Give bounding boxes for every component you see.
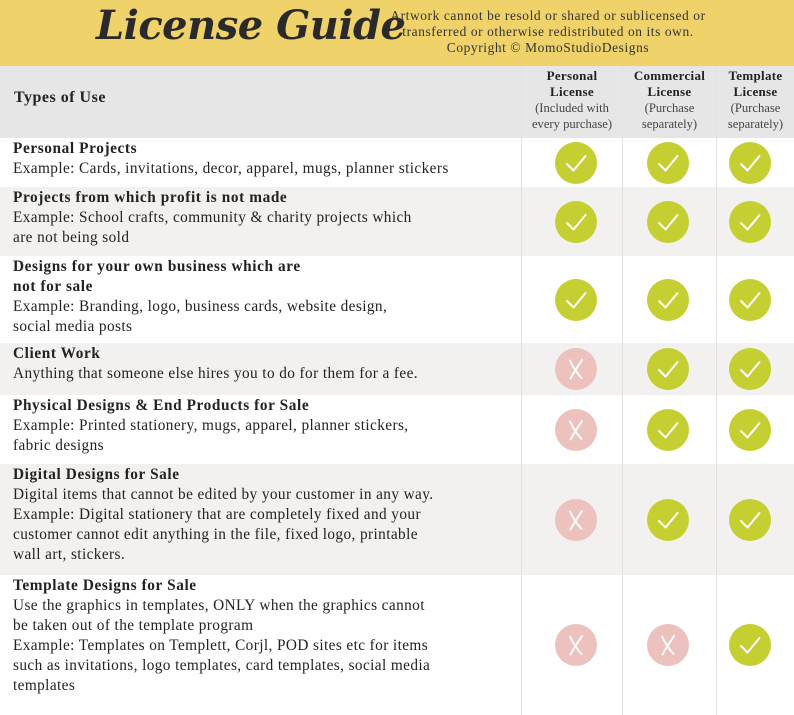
check-icon (647, 201, 689, 243)
column-title: License (647, 84, 692, 99)
use-type-description: Use the graphics in templates, ONLY when the graphics cannot be taken out of the template program Example: Templates on Templett, Corjl, POD sites etc for items such as invitations, logo templates, card templates, social media templates (13, 597, 431, 694)
column-title: Template (728, 68, 783, 83)
column-note: separately) (727, 117, 784, 131)
use-type-description: Example: School crafts, community & charity projects which are not being sold (13, 209, 412, 246)
column-divider (716, 66, 717, 715)
check-icon (647, 499, 689, 541)
check-icon (555, 279, 597, 321)
use-type-description: Anything that someone else hires you to do for them for a fee. (13, 365, 418, 382)
check-icon (555, 142, 597, 184)
column-title: License (733, 84, 778, 99)
check-icon (647, 348, 689, 390)
column-note: (Purchase (730, 101, 781, 115)
check-icon (729, 142, 771, 184)
check-icon (729, 409, 771, 451)
cross-icon (555, 499, 597, 541)
column-note: every purchase) (531, 117, 613, 131)
cross-icon (555, 348, 597, 390)
column-note: (Included with (535, 101, 609, 115)
use-type-cell (13, 188, 528, 248)
use-type-cell (13, 139, 528, 179)
notice-line: Artwork cannot be resold or shared or sublicensed or (390, 8, 706, 23)
check-icon (729, 499, 771, 541)
template-license-header (717, 68, 794, 132)
column-divider (622, 66, 623, 715)
column-note: (Purchase (644, 101, 695, 115)
use-type-description: Example: Cards, invitations, decor, apparel, mugs, planner stickers (13, 160, 449, 177)
column-divider (521, 66, 522, 715)
use-type-title: Template Designs for Sale (13, 577, 197, 594)
check-icon (729, 624, 771, 666)
use-type-cell (13, 344, 528, 384)
license-notice (346, 8, 750, 56)
check-icon (647, 409, 689, 451)
check-icon (647, 279, 689, 321)
notice-line: transferred or otherwise redistributed on its own. (402, 24, 694, 39)
page-title: License Guide (96, 2, 406, 49)
personal-license-header (522, 68, 622, 132)
column-note: separately) (641, 117, 698, 131)
use-type-title: Digital Designs for Sale (13, 466, 180, 483)
use-type-cell (13, 576, 528, 696)
check-icon (555, 201, 597, 243)
check-icon (729, 201, 771, 243)
cross-icon (555, 409, 597, 451)
use-type-title: Physical Designs & End Products for Sale (13, 397, 310, 414)
use-type-cell (13, 465, 528, 565)
column-title: Commercial (633, 68, 706, 83)
column-title: License (550, 84, 594, 99)
use-type-description: Example: Printed stationery, mugs, apparel, planner stickers, fabric designs (13, 417, 409, 454)
use-type-cell (13, 257, 528, 337)
use-type-description: Example: Branding, logo, business cards, website design, social media posts (13, 298, 388, 335)
cross-icon (647, 624, 689, 666)
check-icon (647, 142, 689, 184)
use-type-description: Digital items that cannot be edited by your customer in any way. Example: Digital stationery that are completely fixed and your customer cannot edit anything in the file, fixed logo, printable wall art, stickers. (13, 486, 434, 563)
column-title: Personal (546, 68, 598, 83)
use-type-title: Client Work (13, 345, 101, 362)
use-type-title: Personal Projects (13, 140, 138, 157)
commercial-license-header (623, 68, 716, 132)
check-icon (729, 279, 771, 321)
types-of-use-header: Types of Use (14, 89, 106, 106)
cross-icon (555, 624, 597, 666)
use-type-cell (13, 396, 528, 456)
use-type-title: Projects from which profit is not made (13, 189, 288, 206)
use-type-title: Designs for your own business which are not for sale (13, 258, 301, 295)
notice-line: Copyright © MomoStudioDesigns (446, 40, 650, 55)
check-icon (729, 348, 771, 390)
